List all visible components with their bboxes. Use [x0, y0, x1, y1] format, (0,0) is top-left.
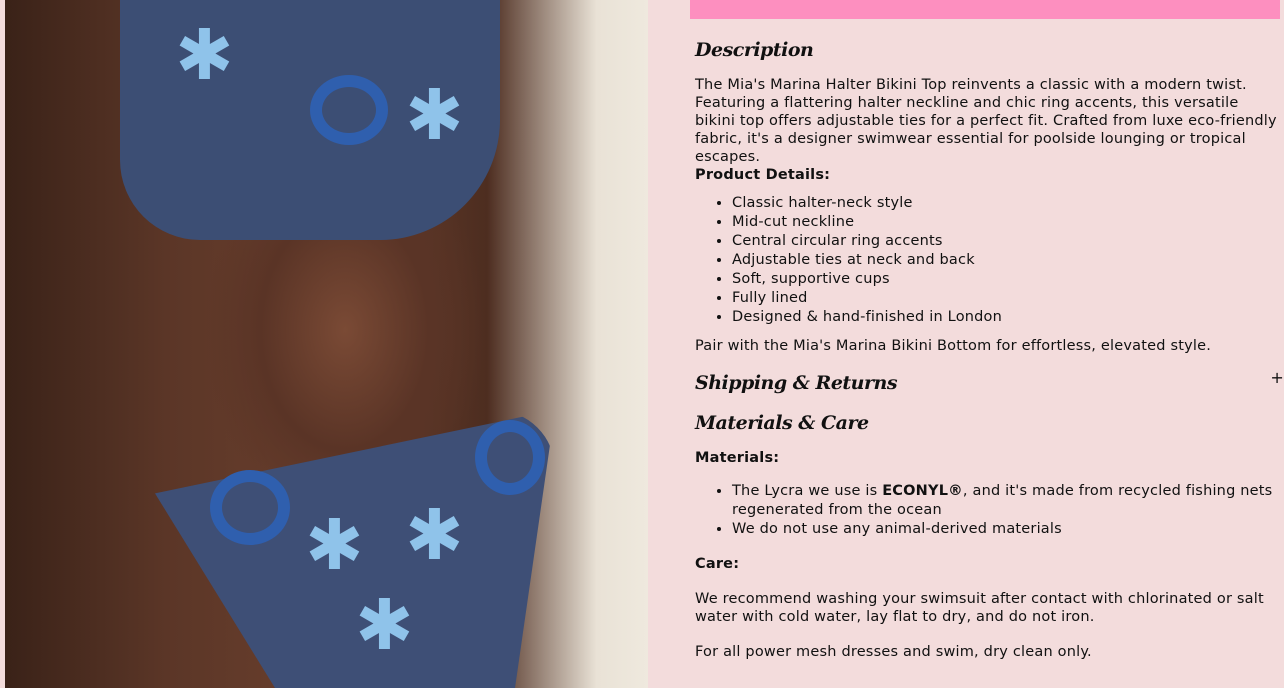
description-section: [695, 36, 1280, 355]
ring-accent: [210, 470, 290, 545]
materials-list: [732, 482, 1280, 539]
shipping-heading[interactable]: Shipping & Returns: [695, 372, 898, 394]
list-item: • Soft, supportive cups: [732, 270, 1280, 289]
list-item: • Central circular ring accents: [732, 232, 1280, 251]
ring-accent: [310, 75, 388, 145]
star-icon: ✱: [175, 14, 234, 96]
care-label: Care:: [695, 556, 740, 572]
text: , and it's made from recycled fishing nets regenerated from the ocean: [732, 483, 1273, 518]
materials-heading[interactable]: Materials & Care: [695, 412, 869, 434]
materials-section: [695, 409, 1280, 661]
list-item: • Designed & hand-finished in London: [732, 308, 1280, 327]
list-item: • Fully lined: [732, 289, 1280, 308]
plus-icon[interactable]: +: [1270, 368, 1284, 387]
brand-name: ECONYL®: [882, 483, 963, 499]
list-item: [732, 482, 1280, 520]
ring-accent: [475, 420, 545, 495]
materials-label: Materials:: [695, 450, 780, 466]
star-icon: ✱: [405, 74, 464, 156]
product-photo[interactable]: [5, 0, 648, 688]
star-icon: ✱: [305, 504, 364, 586]
care-text-dryclean: For all power mesh dresses and swim, dry clean only.: [695, 644, 1092, 660]
list-item: • Adjustable ties at neck and back: [732, 251, 1280, 270]
shipping-accordion[interactable]: [695, 368, 1284, 397]
list-item: • Mid-cut neckline: [732, 213, 1280, 232]
description-heading[interactable]: Description: [695, 39, 814, 61]
description-body: The Mia's Marina Halter Bikini Top reinvents a classic with a modern twist. Featuring a flattering halter neckline and chic ring accents, this versatile bikini top offers adjustable ties for a perfect fit. Crafted from luxe eco-friendly fabric, it's a designer swimwear essential for poolside lounging or tropical escapes.: [695, 77, 1277, 165]
care-text: We recommend washing your swimsuit after contact with chlorinated or salt water with cold water, lay flat to dry, and do not iron.: [695, 591, 1264, 625]
product-info: [695, 36, 1284, 661]
accent-bar: [690, 0, 1280, 19]
product-details-list: [732, 194, 1280, 327]
list-item: • We do not use any animal-derived materials: [732, 520, 1280, 539]
star-icon: ✱: [405, 494, 464, 576]
list-item: • Classic halter-neck style: [732, 194, 1280, 213]
pairing-text: Pair with the Mia's Marina Bikini Bottom for effortless, elevated style.: [695, 338, 1212, 354]
text: The Lycra we use is: [732, 483, 883, 499]
star-icon: ✱: [355, 584, 414, 666]
product-details-label: Product Details:: [695, 167, 831, 183]
